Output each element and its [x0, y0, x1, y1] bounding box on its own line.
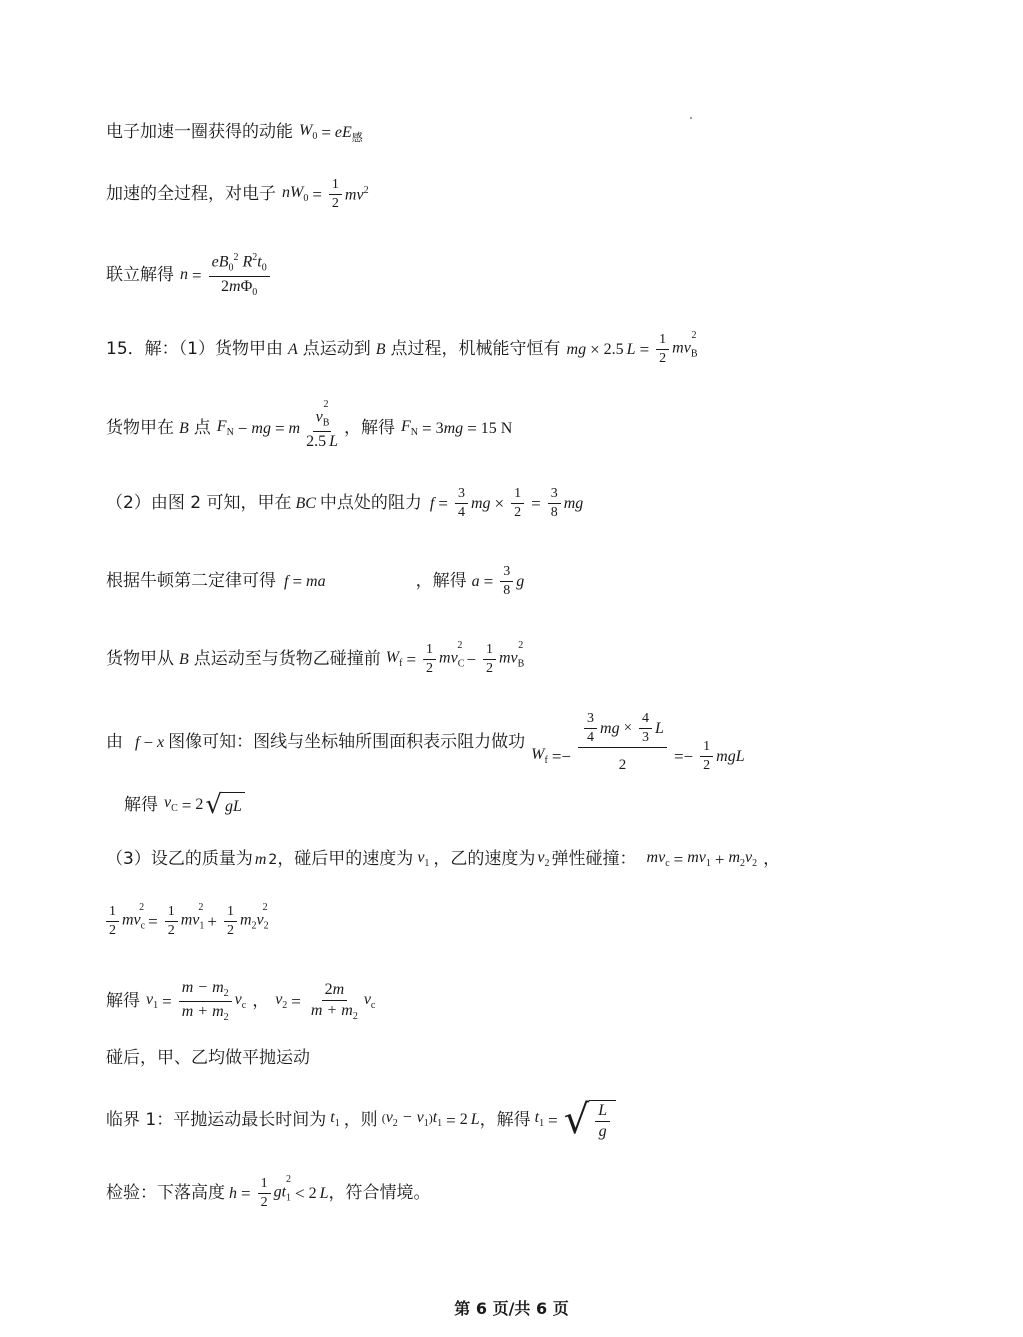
page-footer: 第 6 页/共 6 页 — [454, 1299, 569, 1318]
line-newton-second-law: 根据牛顿第二定律可得 f = ma ，解得 a = $\frac{3}{8}$ g — [106, 564, 525, 598]
line-normal-force: 货物甲在 B 点 $F_N$ − mg = m $\frac{v_B^2}{2.5 L}$ ，解得 $F_N$ = 3 mg = 15 N — [106, 399, 513, 450]
line-q15-part2-resistance: （2）由图 2 可知，甲在 BC 中点处的阻力 f = $\frac{3}{4}$ mg × $\frac{1}{2}$ = $\frac{3}{8}$ mg — [106, 486, 584, 520]
line-critical-case-1: 临界 1：平抛运动最长时间为 $t_1$ ，则 $(v_2 - v_1)t_1$ = 2 L ，解得 $t_1$ = √ $\frac{L}{g}$ — [106, 1100, 616, 1140]
line-graph-area-work: 由 f − x 图像可知：图线与坐标轴所围面积表示阻力做功 $W_f$ =− $\frac{3}{4}$ mg × $\frac{4}{3}$ L 2 =− $\frac{1}{2}$ mgL — [106, 711, 745, 773]
line-solve-n: 联立解得 n = $\frac{eB_0^2 R^2t_0}{2m\Phi_0}$ — [106, 253, 273, 298]
line-q15-part3-collision: （3）设乙的质量为 m 2 ，碰后甲的速度为 $v_1$ ，乙的速度为 $v_2$ 弹性碰撞： $mv_c$ = $mv_1$ + $m_2v_2$ ， — [106, 849, 781, 870]
line-solve-vc: 解得 $v_C$ = 2 √ gL — [124, 792, 245, 818]
scan-speck — [690, 117, 692, 119]
line-energy-conservation: $\frac{1}{2}$ $mv_c^2$ = $\frac{1}{2}$ $mv_1^2$ + $\frac{1}{2}$ $m_2v_2^2$ — [106, 905, 268, 938]
line-verification: 检验：下落高度 h = $\frac{1}{2}$ $gt_1^2$ < 2 L ，符合情境。 — [106, 1174, 431, 1210]
line-projectile-motion: 碰后，甲、乙均做平抛运动 — [106, 1048, 310, 1068]
line-work-before-collision: 货物甲从 B 点运动至与货物乙碰撞前 $W_f$ = $\frac{1}{2}$ $mv_C^2$ − $\frac{1}{2}$ $mv_B^2$ — [106, 640, 525, 676]
line-solve-velocities: 解得 $v_1$ = $\frac{m - m_2}{m + m_2}$ $v_c$ ， $v_2$ = $\frac{2m}{m + m_2}$ $v_c$ — [106, 979, 376, 1024]
line-kinetic-energy-per-loop: 电子加速一圈获得的动能 $W_0$ = eE $_感$ — [106, 121, 363, 144]
line-q15-part1: 15．解：（1）货物甲由 A 点运动到 B 点过程，机械能守恒有 mg × 2.5 L = $\frac{1}{2}$ $mv_B^2$ — [106, 330, 698, 366]
line-full-acceleration: 加速的全过程，对电子 $nW_0$ = $\frac{1}{2}$ $mv^2$ — [106, 177, 369, 211]
